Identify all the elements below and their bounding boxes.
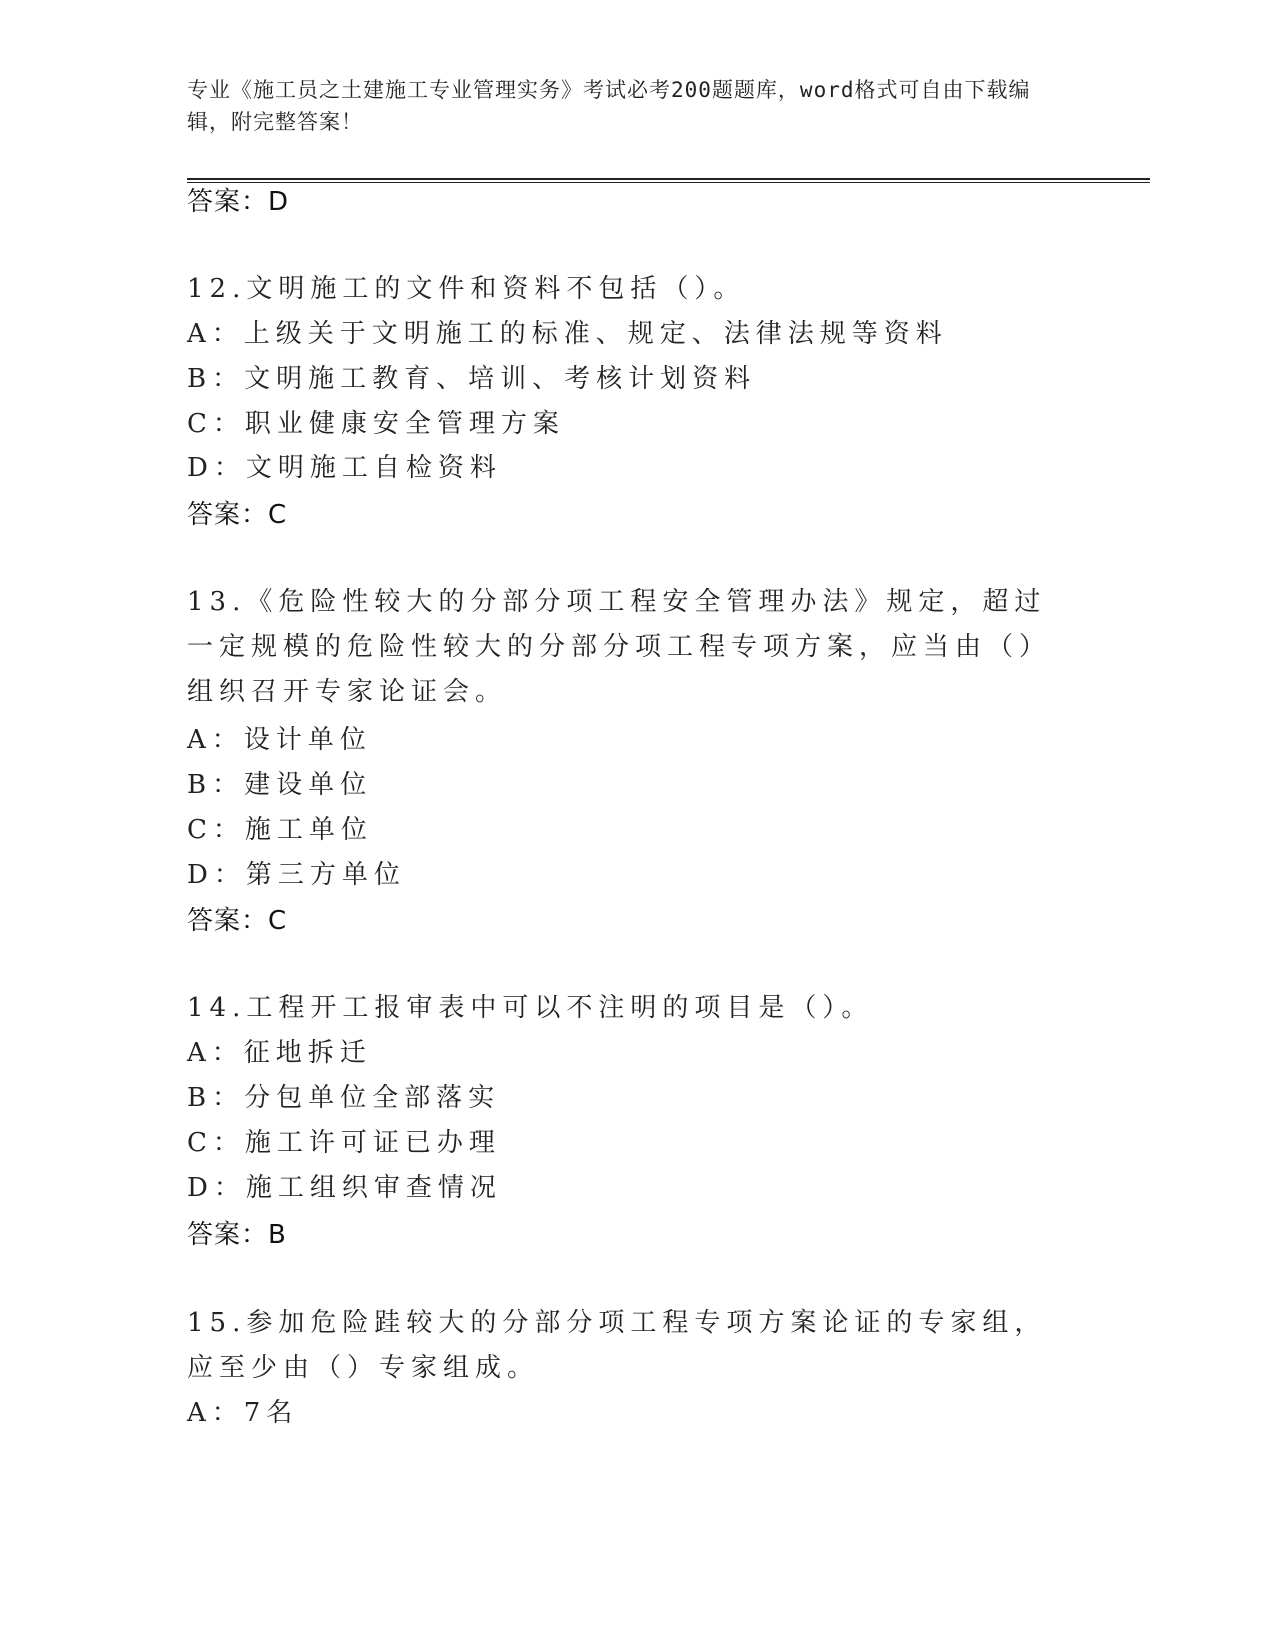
answer-14: 答案：B [187,1220,287,1250]
document-header: 专业《施工员之土建施工专业管理实务》考试必考200题题库，word格式可自由下载编辑，附完整答案！ [187,78,1031,134]
question-12-option-b: B：文明施工教育、培训、考核计划资料 [187,364,757,394]
question-13: 13.《危险性较大的分部分项工程安全管理办法》规定，超过一定规模的危险性较大的分部分项工程专项方案，应当由（）组织召开专家论证会。 [187,587,1052,707]
question-14: 14.工程开工报审表中可以不注明的项目是（）。 [187,993,874,1023]
question-13-option-b: B：建设单位 [187,770,373,800]
question-12-option-a: A：上级关于文明施工的标准、规定、法律法规等资料 [187,319,948,349]
answer-13: 答案：C [187,906,288,936]
question-14-option-c: C：施工许可证已办理 [187,1128,501,1158]
question-14-option-d: D：施工组织审查情况 [187,1173,502,1203]
question-14-option-a: A：征地拆迁 [187,1038,372,1068]
question-15: 15.参加危险跬较大的分部分项工程专项方案论证的专家组，应至少由（）专家组成。 [187,1308,1047,1383]
question-13-option-c: C：施工单位 [187,815,373,845]
answer-12: 答案：C [187,500,288,530]
question-15-option-a: A：7名 [187,1398,299,1428]
question-12-option-d: D：文明施工自检资料 [187,453,502,483]
question-13-option-d: D：第三方单位 [187,860,406,890]
question-14-option-b: B：分包单位全部落实 [187,1083,501,1113]
answer-11: 答案：D [187,187,290,217]
question-12: 12.文明施工的文件和资料不包括（）。 [187,274,746,304]
question-13-option-a: A：设计单位 [187,725,372,755]
header-divider [187,178,1150,183]
question-12-option-c: C：职业健康安全管理方案 [187,409,565,439]
